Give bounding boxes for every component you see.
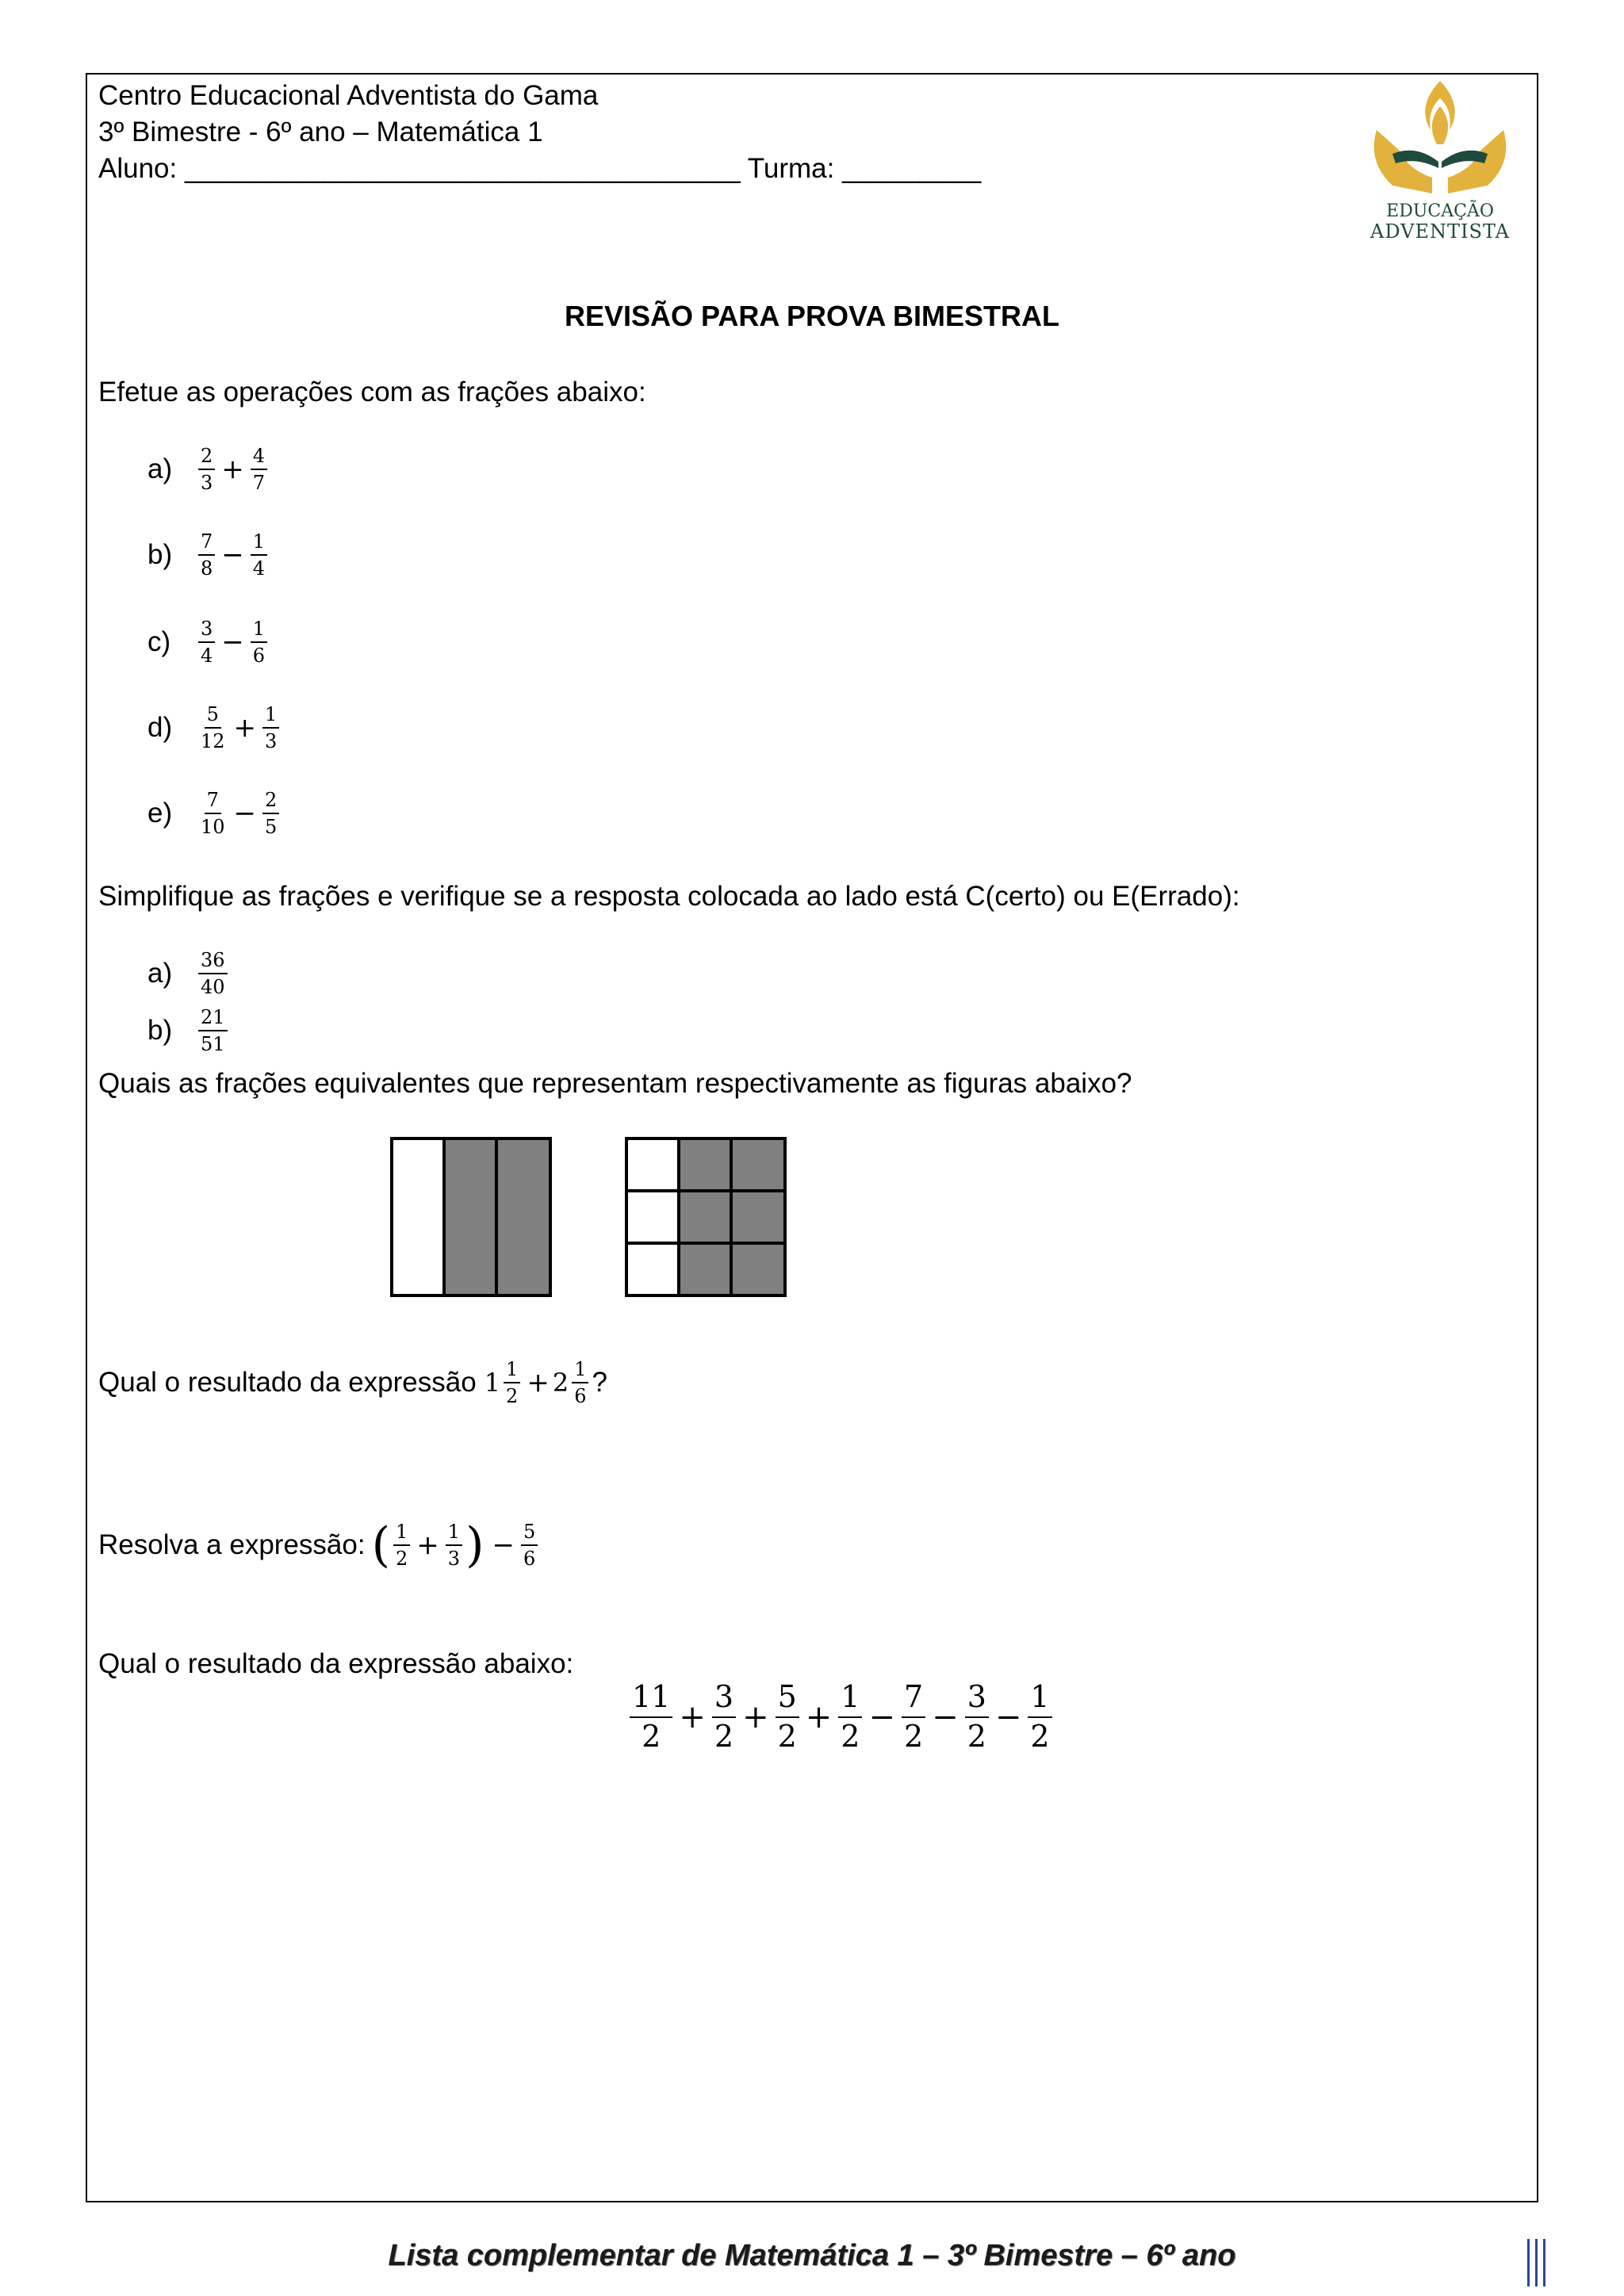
fraction: $\frac{21}{51}$ (198, 1007, 228, 1055)
fraction: $\frac{7}{10}$ (201, 789, 225, 839)
fraction: $\frac{5}{12}$ (201, 703, 225, 753)
q6-expression (626, 1681, 1055, 1754)
q1-item-a (147, 446, 270, 494)
operator: − (994, 1698, 1022, 1735)
school-name: Centro Educacional Adventista do Gama (98, 80, 599, 111)
operator: + (527, 1367, 550, 1399)
item-label: b) (147, 1015, 173, 1047)
figure2-cell (731, 1191, 785, 1243)
page-title: REVISÃO PARA PROVA BIMESTRAL (564, 300, 1060, 332)
operator: − (233, 798, 257, 830)
q1-item-c (147, 618, 270, 667)
whole-number: 1 (484, 1368, 501, 1399)
figure1-part-3 (496, 1138, 550, 1295)
q1-item-d (147, 704, 282, 752)
figure2-cell (679, 1243, 731, 1295)
logo-line2: ADVENTISTA (1370, 220, 1510, 243)
q1-item-b (147, 531, 270, 580)
fraction: $\frac{1}{6}$ (251, 618, 267, 667)
operator: − (221, 539, 244, 572)
fraction: $\frac{1}{4}$ (251, 531, 267, 580)
operator: + (805, 1698, 833, 1735)
whole-number: 2 (552, 1368, 569, 1399)
educacao-adventista-logo (1361, 75, 1519, 241)
q1-prompt: Efetue as operações com as frações abaixo: (98, 377, 646, 408)
figure2-cell (626, 1191, 679, 1243)
fraction: $\frac{1}{3}$ (262, 704, 279, 752)
operator: − (221, 626, 244, 659)
fraction: $\frac{3}{2}$ (712, 1681, 736, 1754)
q5-expression (98, 1517, 541, 1573)
logo-line1: EDUCAÇÃO (1386, 201, 1494, 221)
figure2-cell (679, 1191, 731, 1243)
item-label: c) (147, 626, 171, 658)
q2-prompt: Simplifique as frações e verifique se a resposta colocada ao lado está C(certo) ou E(Errado): (98, 881, 1240, 912)
operator: + (679, 1698, 706, 1735)
figure2-cell (626, 1243, 679, 1295)
fraction: $\frac{5}{2}$ (776, 1681, 799, 1754)
operator: − (932, 1698, 959, 1735)
fraction: $\frac{1}{6}$ (572, 1359, 588, 1407)
figure2-cell (731, 1138, 785, 1191)
left-paren: ( (371, 1517, 390, 1573)
fraction: $\frac{1}{2}$ (1028, 1681, 1051, 1754)
fraction: $\frac{11}{2}$ (630, 1681, 672, 1754)
operator: + (742, 1698, 769, 1735)
operator: − (492, 1529, 515, 1561)
course-info: 3º Bimestre - 6º ano – Matemática 1 (98, 117, 543, 147)
operator: − (868, 1698, 895, 1735)
q5-prompt: Resolva a expressão: (98, 1529, 366, 1560)
q4-prompt: Qual o resultado da expressão (98, 1367, 477, 1399)
q3-prompt: Quais as frações equivalentes que representam respectivamente as figuras abaixo? (98, 1068, 1132, 1099)
figure-ninths (625, 1137, 788, 1299)
item-label: d) (147, 712, 173, 744)
student-line: Aluno: ____________________________________ Turma: _________ (98, 153, 982, 184)
fraction: $\frac{2}{3}$ (198, 446, 215, 494)
item-label: a) (147, 453, 173, 485)
operator: + (221, 453, 244, 486)
fraction: $\frac{4}{7}$ (251, 446, 267, 494)
q2-item-b (147, 1007, 231, 1055)
figure2-cell (626, 1138, 679, 1191)
fraction: $\frac{1}{2}$ (504, 1359, 520, 1407)
fraction: $\frac{1}{2}$ (393, 1521, 410, 1570)
right-paren: ) (465, 1517, 485, 1573)
footer-bars-icon (1526, 2239, 1549, 2286)
fraction: $\frac{7}{2}$ (902, 1681, 925, 1754)
item-label: a) (147, 958, 173, 989)
figure-thirds (390, 1137, 553, 1299)
figure1-part-2 (444, 1138, 496, 1295)
operator: + (416, 1529, 439, 1561)
item-label: b) (147, 539, 173, 571)
fraction: $\frac{36}{40}$ (198, 950, 228, 998)
fraction: $\frac{1}{2}$ (838, 1681, 862, 1754)
figure2-cell (679, 1138, 731, 1191)
fraction: $\frac{3}{2}$ (965, 1681, 989, 1754)
fraction: $\frac{1}{3}$ (446, 1521, 462, 1570)
fraction: $\frac{3}{4}$ (198, 618, 215, 667)
fraction: $\frac{2}{5}$ (262, 790, 279, 838)
figure1-part-1 (392, 1138, 444, 1295)
question-mark: ? (592, 1367, 607, 1399)
q6-prompt: Qual o resultado da expressão abaixo: (98, 1648, 574, 1679)
fraction: $\frac{7}{8}$ (198, 531, 215, 580)
page-footer: Lista complementar de Matemática 1 – 3º Bimestre – 6º ano (388, 2239, 1236, 2272)
q1-item-e (147, 790, 282, 838)
figure2-cell (731, 1243, 785, 1295)
operator: + (233, 712, 257, 744)
item-label: e) (147, 798, 173, 829)
fraction: $\frac{5}{6}$ (521, 1521, 538, 1570)
q2-item-a (147, 950, 231, 998)
q4-expression (98, 1359, 607, 1407)
